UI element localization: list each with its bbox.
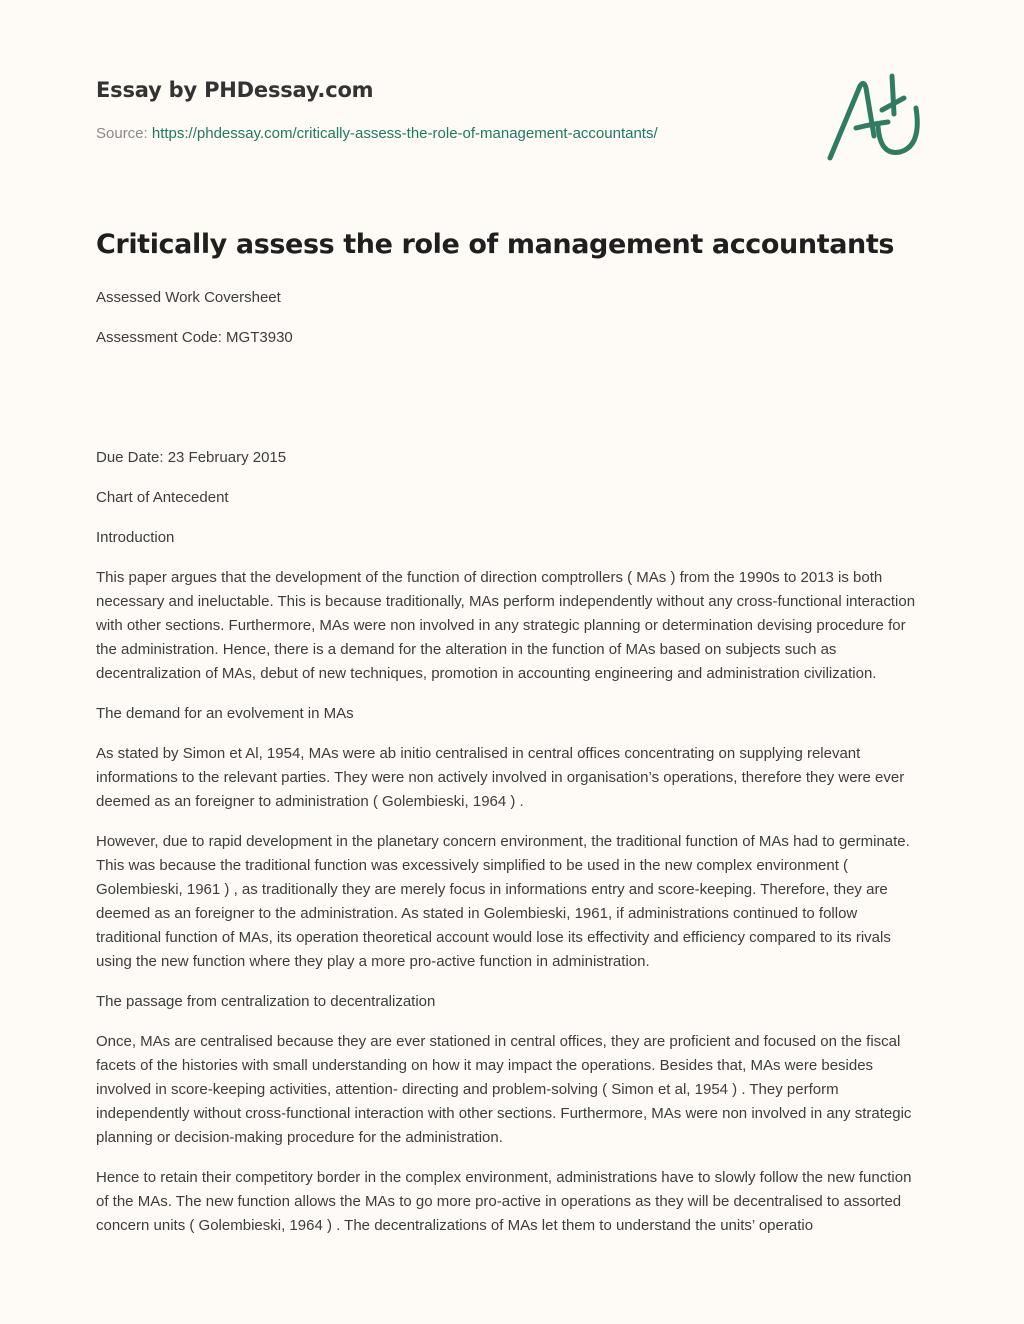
a-plus-grade-icon [822,66,932,166]
due-date: Due Date: 23 February 2015 [96,449,287,466]
blank-space [96,366,926,446]
meta-coversheet: Assessed Work Coversheet [96,289,281,306]
meta-assessment-code: Assessment Code: MGT3930 [96,329,293,346]
a-plus-logo-svg [822,66,932,166]
section-heading: Introduction [96,529,175,546]
paragraph: This paper argues that the development of the function of direction comptrollers ( MAs ) from the 1990s to 2013 is both necessary and ineluctable. This is because traditionally, MAs perform independently without any cross-functional interaction with other sections. Furthermore, MAs were non involved in any strategic planning or determination devising procedure for the administration. Hence, there is a demand for the alteration in the function of MAs based on subjects such as decentralization of MAs, debut of new techniques, promotion in accounting engineering and administration civilization. [96,569,916,682]
source-label: Source: [96,125,148,142]
document-body [96,226,926,1254]
logo-plus-vertical [892,76,894,114]
paragraph: Once, MAs are centralised because they are ever stationed in central offices, they are proficient and focused on the fiscal facets of the histories with small understanding on how it may impact the operations. Besides that, MAs were besides involved in score-keeping activities, attention- directing and problem-solving ( Simon et al, 1954 ) . They perform independently without cross-functional interaction with other sections. Furthermore, MAs were non involved in any strategic planning or decision-making procedure for the administration. [96,1033,912,1146]
source-link[interactable]: https://phdessay.com/critically-assess-the-role-of-management-accountants/ [151,125,658,142]
paragraph: Hence to retain their competitory border in the complex environment, administrations have to slowly follow the new function of the MAs. The new function allows the MAs to go more pro-active in operations as they will be decentralised to assorted concern units ( Golembieski, 1964 ) . The decentralizations of MAs let them to understand the units’ operatio [96,1169,912,1234]
paragraph: As stated by Simon et Al, 1954, MAs were ab initio centralised in central offices concentrating on supplying relevant informations to the relevant parties. They were non actively involved in organisation’s operations, therefore they were ever deemed as an foreigner to administration ( Golembieski, 1964 ) . [96,745,905,810]
document-title: Critically assess the role of management accountants [96,229,895,260]
paragraph: However, due to rapid development in the planetary concern environment, the traditional function of MAs had to germinate. This was because the traditional function was excessively simplified to be used in the new complex environment ( Golembieski, 1961 ) , as traditionally they are merely focus in informations entry and score-keeping. Therefore, they are deemed as an foreigner to the administration. As stated in Golembieski, 1961, if administrations continued to follow traditional function of MAs, its operation theoretical account would lose its effectivity and efficiency compared to its rivals using the new function where they play a more pro-active function in administration. [96,833,910,970]
page-header [96,76,796,144]
section-heading: The demand for an evolvement in MAs [96,705,354,722]
section-heading: The passage from centralization to decentralization [96,993,436,1010]
site-title: Essay by PHDessay.com [96,78,374,102]
logo-swoosh [878,108,917,152]
logo-a-stroke [830,83,874,158]
section-heading: Chart of Antecedent [96,489,229,506]
source-line [96,124,796,144]
